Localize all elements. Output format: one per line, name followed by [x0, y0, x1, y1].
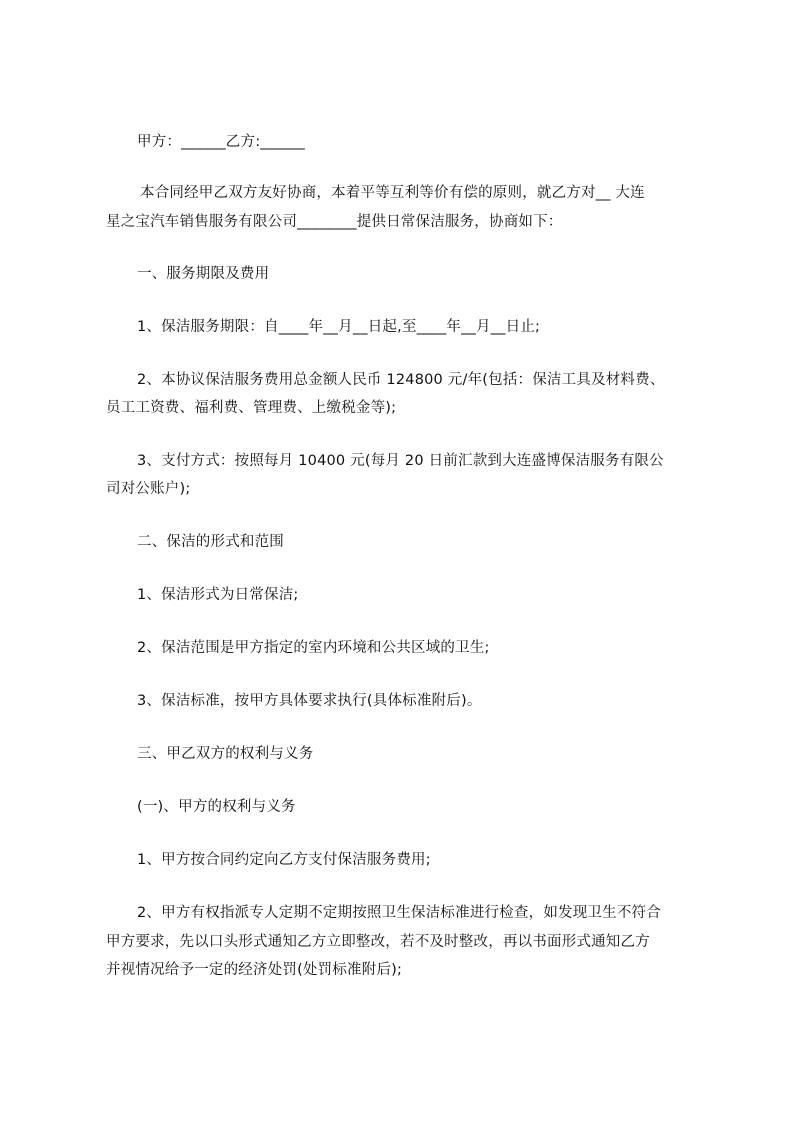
- section-heading-3: 三、甲乙双方的权利与义务: [137, 746, 314, 762]
- intro-paragraph-line-2: 星之宝汽车销售服务有限公司________提供日常保洁服务，协商如下：: [106, 214, 563, 230]
- clause-2-3: 3、保洁标准，按甲方具体要求执行(具体标准附后)。: [137, 693, 482, 709]
- party-line: 甲方：______乙方:______: [137, 134, 305, 150]
- intro-paragraph-line-1: 本合同经甲乙双方友好协商，本着平等互利等价有偿的原则，就乙方对__ 大连: [140, 185, 645, 201]
- clause-1-2-line-1: 2、本协议保洁服务费用总金额人民币 124800 元/年(包括：保洁工具及材料费、: [137, 372, 665, 388]
- subsection-heading-3-1: (一)、甲方的权利与义务: [137, 799, 296, 815]
- section-heading-1: 一、服务期限及费用: [137, 266, 270, 282]
- clause-2-1: 1、保洁形式为日常保洁;: [137, 587, 299, 603]
- clause-3-1-2-line-3: 并视情况给予一定的经济处罚(处罚标准附后);: [106, 962, 403, 978]
- section-heading-2: 二、保洁的形式和范围: [137, 534, 284, 550]
- clause-1-2-line-2: 员工工资费、福利费、管理费、上缴税金等);: [106, 400, 397, 416]
- clause-2-2: 2、保洁范围是甲方指定的室内环境和公共区域的卫生;: [137, 640, 490, 656]
- clause-3-1-2-line-1: 2、甲方有权指派专人定期不定期按照卫生保洁标准进行检查，如发现卫生不符合: [137, 905, 661, 921]
- clause-3-1-1: 1、甲方按合同约定向乙方支付保洁服务费用;: [137, 852, 431, 868]
- clause-1-3-line-2: 司对公账户);: [106, 481, 191, 497]
- clause-3-1-2-line-2: 甲方要求，先以口头形式通知乙方立即整改，若不及时整改，再以书面形式通知乙方: [106, 934, 650, 950]
- clause-1-1: 1、保洁服务期限：自____年__月__日起,至____年__月__日止;: [137, 319, 541, 335]
- clause-1-3-line-1: 3、支付方式：按照每月 10400 元(每月 20 日前汇款到大连盛博保洁服务有限公: [137, 453, 664, 469]
